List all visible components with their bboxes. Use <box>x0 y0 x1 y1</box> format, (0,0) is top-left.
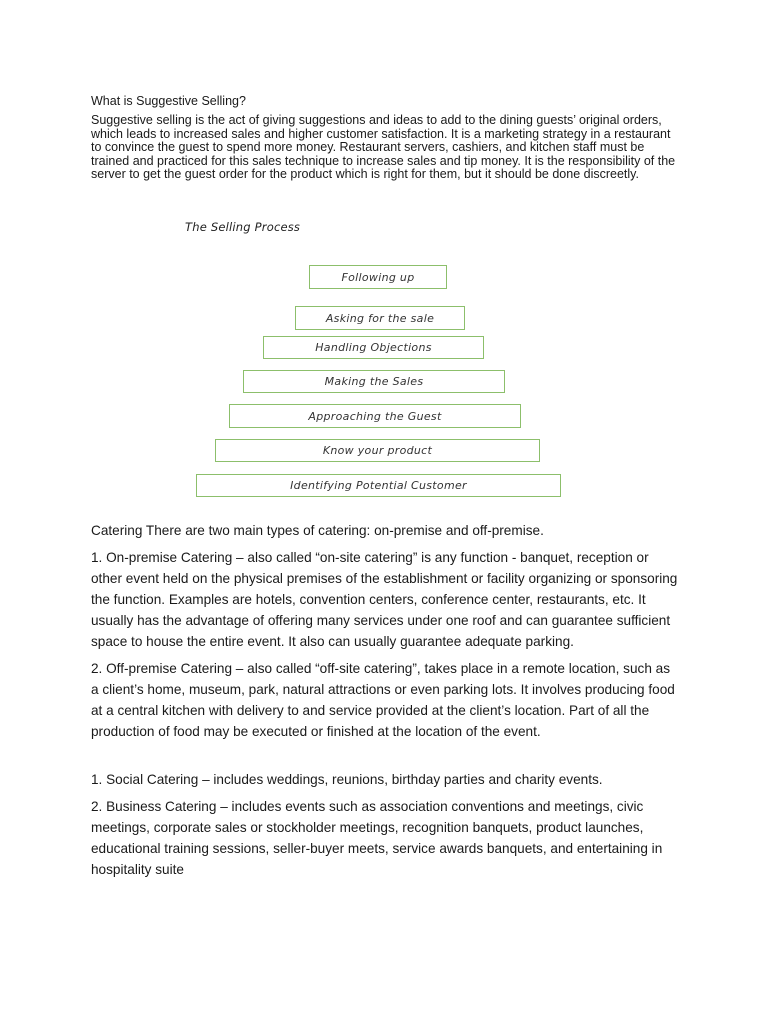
catering-section <box>91 520 681 886</box>
suggestive-selling-heading: What is Suggestive Selling? <box>91 94 246 108</box>
step-approaching-the-guest: Approaching the Guest <box>229 404 521 428</box>
on-premise-paragraph: 1. On-premise Catering – also called “on-site catering” is any function - banquet, reception or other event held on the physical premises of the establishment or facility organizing or sponsoring the function. Examples are hotels, convention centers, conference center, restaurants, etc. It usually has the advantage of offering many services under one roof and can guarantee sufficient space to house the entire event. It also can usually guarantee adequate parking. <box>91 550 678 649</box>
step-handling-objections: Handling Objections <box>263 336 484 359</box>
catering-intro: Catering There are two main types of catering: on-premise and off-premise. <box>91 523 544 538</box>
social-catering-paragraph: 1. Social Catering – includes weddings, reunions, birthday parties and charity events. <box>91 772 603 787</box>
suggestive-selling-paragraph: Suggestive selling is the act of giving suggestions and ideas to add to the dining guests’ original orders, which leads to increased sales and higher customer satisfaction. It is a marketing strategy in a restaurant to convince the guest to spend more money. Restaurant servers, cashiers, and kitchen staff must be trained and practiced for this sales technique to increase sales and tip money. It is the responsibility of the server to get the guest order for the product which is right for them, but it should be done discreetly. <box>91 113 676 182</box>
step-asking-for-the-sale: Asking for the sale <box>295 306 465 330</box>
step-know-your-product: Know your product <box>215 439 540 462</box>
step-making-the-sales: Making the Sales <box>243 370 505 393</box>
off-premise-paragraph: 2. Off-premise Catering – also called “off-site catering”, takes place in a remote location, such as a client’s home, museum, park, natural attractions or even parking lots. It involves producing food at a central kitchen with delivery to and service provided at the client’s location. Part of all the production of food may be executed or finished at the location of the event. <box>91 661 675 739</box>
step-following-up: Following up <box>309 265 447 289</box>
diagram-title: The Selling Process <box>185 220 301 234</box>
business-catering-paragraph: 2. Business Catering – includes events such as association conventions and meetings, civic meetings, corporate sales or stockholder meetings, recognition banquets, product launches, educational training sessions, seller-buyer meets, service awards banquets, and entertaining in hospitality suite <box>91 799 663 877</box>
step-identifying-potential-customer: Identifying Potential Customer <box>196 474 561 497</box>
